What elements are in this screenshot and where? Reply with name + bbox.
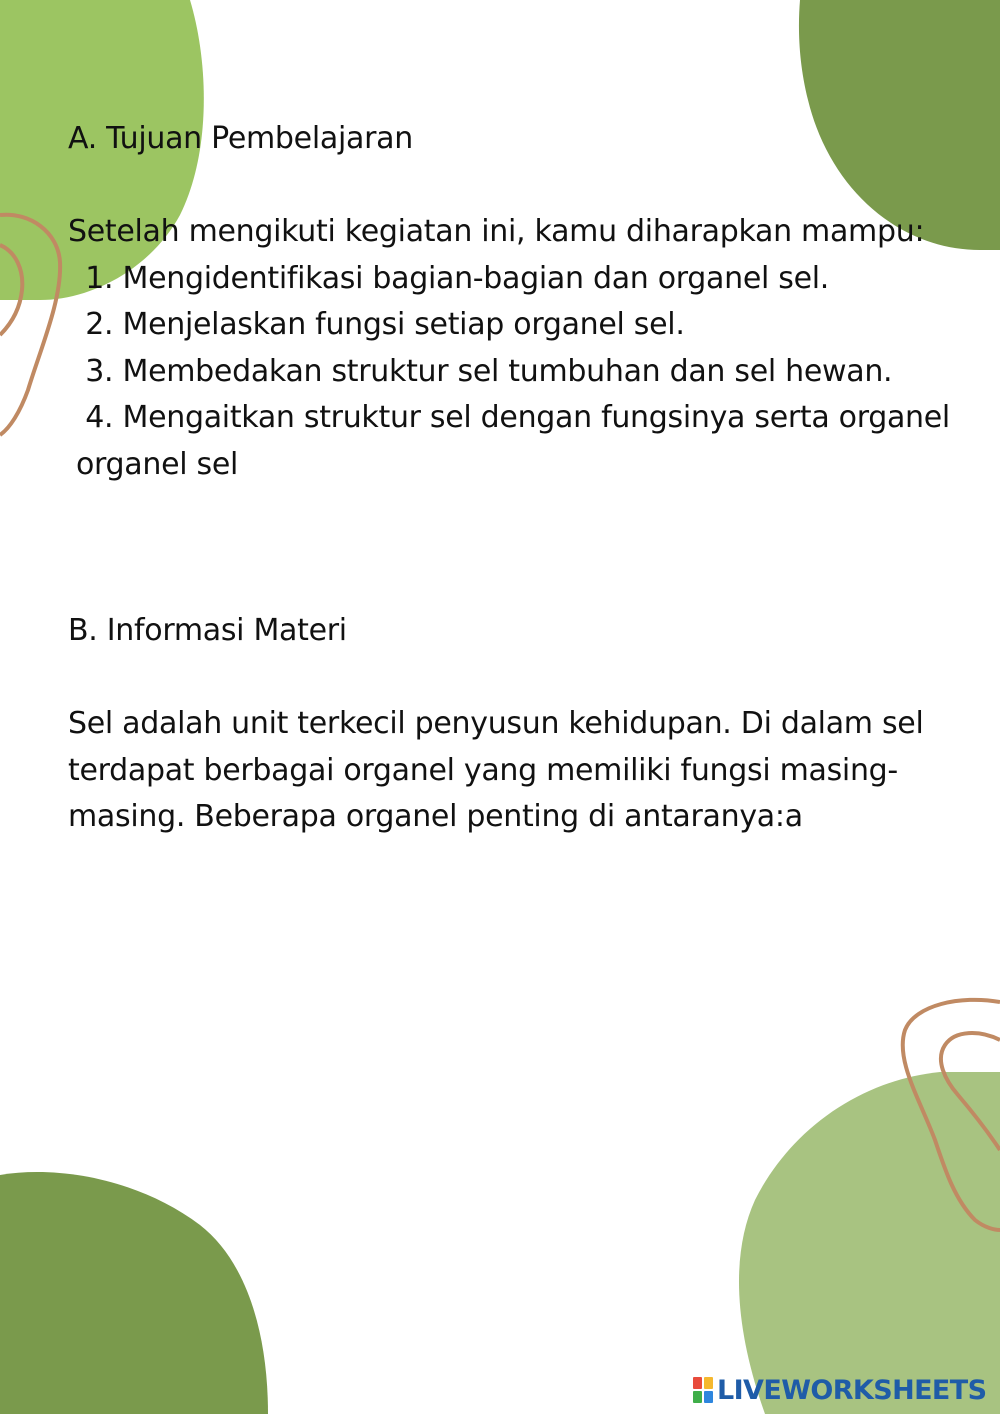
worksheet-content xyxy=(68,116,968,841)
objective-item-4: 4. Mengaitkan struktur sel dengan fungsinya serta organel organel sel xyxy=(76,400,960,482)
section-b-heading: B. Informasi Materi xyxy=(68,613,347,648)
liveworksheets-logo[interactable] xyxy=(693,1372,986,1408)
bottom-right-blob xyxy=(739,1072,1000,1414)
bottom-left-blob xyxy=(0,1172,268,1414)
section-a-intro: Setelah mengikuti kegiatan ini, kamu diharapkan mampu: xyxy=(68,214,925,249)
logo-text: LIVEWORKSHEETS xyxy=(717,1374,987,1406)
section-a-heading: A. Tujuan Pembelajaran xyxy=(68,121,413,156)
objective-item-1: 1. Mengidentifikasi bagian-bagian dan organel sel. xyxy=(76,260,830,296)
liveworksheets-logo-icon xyxy=(693,1377,713,1403)
objective-item-2: 2. Menjelaskan fungsi setiap organel sel. xyxy=(76,307,685,342)
objective-item-3: 3. Membedakan struktur sel tumbuhan dan sel hewan. xyxy=(76,353,893,389)
section-b-body: Sel adalah unit terkecil penyusun kehidupan. Di dalam sel terdapat berbagai organel yang memiliki fungsi masing-masing. Beberapa organel penting di antaranya:a xyxy=(68,706,933,834)
